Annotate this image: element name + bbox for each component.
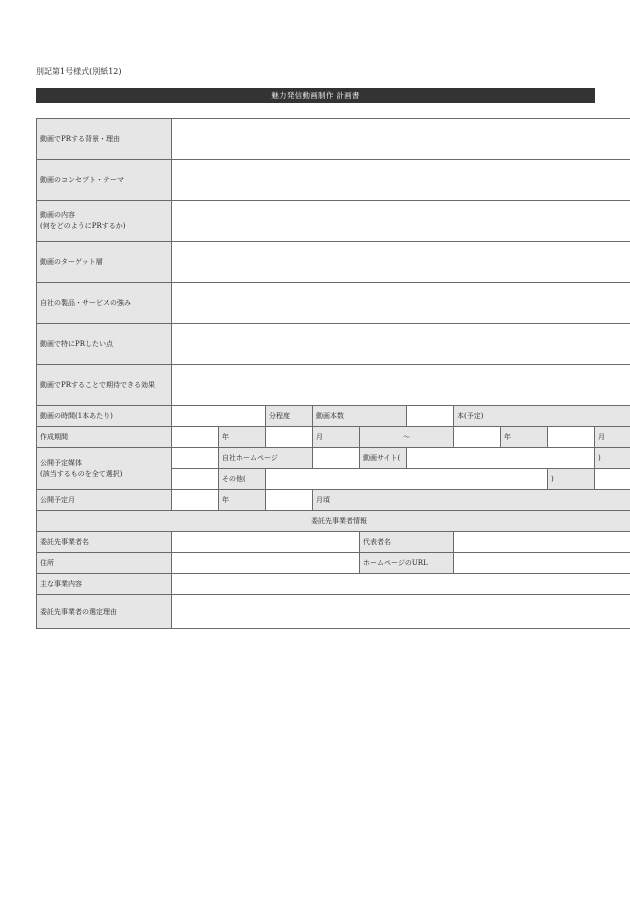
checkbox-own-homepage[interactable]: [172, 448, 219, 469]
input-start-year[interactable]: [172, 427, 219, 448]
label-pr-points: 動画で特にPRしたい点: [37, 324, 172, 365]
row-duration: [37, 406, 630, 427]
input-background-reason[interactable]: [172, 119, 630, 160]
row-pr-points: [37, 324, 630, 365]
contractor-section-title: 委託先事業者情報: [37, 511, 630, 532]
row-address: [37, 553, 630, 574]
input-representative[interactable]: [454, 532, 630, 553]
label-target-audience: 動画のターゲット層: [37, 242, 172, 283]
video-site-close-paren: ): [595, 448, 630, 469]
input-expected-effects[interactable]: [172, 365, 630, 406]
input-end-month[interactable]: [548, 427, 595, 448]
input-product-strengths[interactable]: [172, 283, 630, 324]
label-address: 住所: [37, 553, 172, 574]
label-contractor-name: 委託先事業者名: [37, 532, 172, 553]
label-expected-effects: 動画でPRすることで期待できる効果: [37, 365, 172, 406]
row-effects: [37, 365, 630, 406]
label-main-business: 主な事業内容: [37, 574, 172, 595]
unit-video-count: 本(予定): [454, 406, 630, 427]
period-tilde: ～: [360, 427, 454, 448]
label-selection-reason: 委託先事業者の選定理由: [37, 595, 172, 629]
unit-end-year: 年: [501, 427, 548, 448]
label-publish-media: [37, 448, 172, 490]
input-address[interactable]: [172, 553, 360, 574]
input-publish-month[interactable]: [266, 490, 313, 511]
input-other-media[interactable]: [266, 469, 548, 490]
input-video-count[interactable]: [407, 406, 454, 427]
unit-minutes: 分程度: [266, 406, 313, 427]
form-title: 魅力発信動画制作 計画書: [36, 88, 595, 103]
label-concept-theme: 動画のコンセプト・テーマ: [37, 160, 172, 201]
input-target-audience[interactable]: [172, 242, 630, 283]
input-minutes[interactable]: [172, 406, 266, 427]
checkbox-other-media[interactable]: [172, 469, 219, 490]
form-number-label: 別記第1号様式(別紙12): [36, 67, 122, 76]
row-selection-reason: [37, 595, 630, 629]
unit-publish-month: 月頃: [313, 490, 630, 511]
label-background-reason: 動画でPRする背景・理由: [37, 119, 172, 160]
unit-publish-year: 年: [219, 490, 266, 511]
plan-form-table: [36, 118, 630, 629]
label-video-count: 動画本数: [313, 406, 407, 427]
row-contractor-name: [37, 532, 630, 553]
input-video-site-name[interactable]: [407, 448, 595, 469]
input-end-year[interactable]: [454, 427, 501, 448]
input-start-month[interactable]: [266, 427, 313, 448]
label-video-content-sub: (何をどのようにPRするか): [40, 222, 126, 230]
row-publish-month: [37, 490, 630, 511]
row-content: [37, 201, 630, 242]
input-homepage-url[interactable]: [454, 553, 630, 574]
label-production-period: 作成期間: [37, 427, 172, 448]
label-video-content-main: 動画の内容: [40, 211, 75, 219]
row-strengths: [37, 283, 630, 324]
input-main-business[interactable]: [172, 574, 630, 595]
unit-start-month: 月: [313, 427, 360, 448]
input-concept-theme[interactable]: [172, 160, 630, 201]
row-target: [37, 242, 630, 283]
label-video-content: [37, 201, 172, 242]
input-video-content[interactable]: [172, 201, 630, 242]
unit-start-year: 年: [219, 427, 266, 448]
row-business: [37, 574, 630, 595]
input-contractor-name[interactable]: [172, 532, 360, 553]
label-representative: 代表者名: [360, 532, 454, 553]
row-media-1: [37, 448, 630, 469]
row-background: [37, 119, 630, 160]
label-publish-media-main: 公開予定媒体: [40, 458, 82, 467]
row-period: [37, 427, 630, 448]
unit-end-month: 月: [595, 427, 630, 448]
label-publish-media-sub: (該当するものを全て選択): [40, 469, 123, 478]
input-publish-year[interactable]: [172, 490, 219, 511]
label-video-duration: 動画の時間(1本あたり): [37, 406, 172, 427]
input-pr-points[interactable]: [172, 324, 630, 365]
checkbox-video-site[interactable]: [313, 448, 360, 469]
label-product-strengths: 自社の製品・サービスの強み: [37, 283, 172, 324]
input-selection-reason[interactable]: [172, 595, 630, 629]
other-media-close-paren: ): [548, 469, 595, 490]
option-other-media: その他(: [219, 469, 266, 490]
option-video-site: 動画サイト(: [360, 448, 407, 469]
label-homepage-url: ホームページのURL: [360, 553, 454, 574]
row-contractor-section: [37, 511, 630, 532]
option-own-homepage: 自社ホームページ: [219, 448, 313, 469]
label-publish-month: 公開予定月: [37, 490, 172, 511]
row-concept: [37, 160, 630, 201]
